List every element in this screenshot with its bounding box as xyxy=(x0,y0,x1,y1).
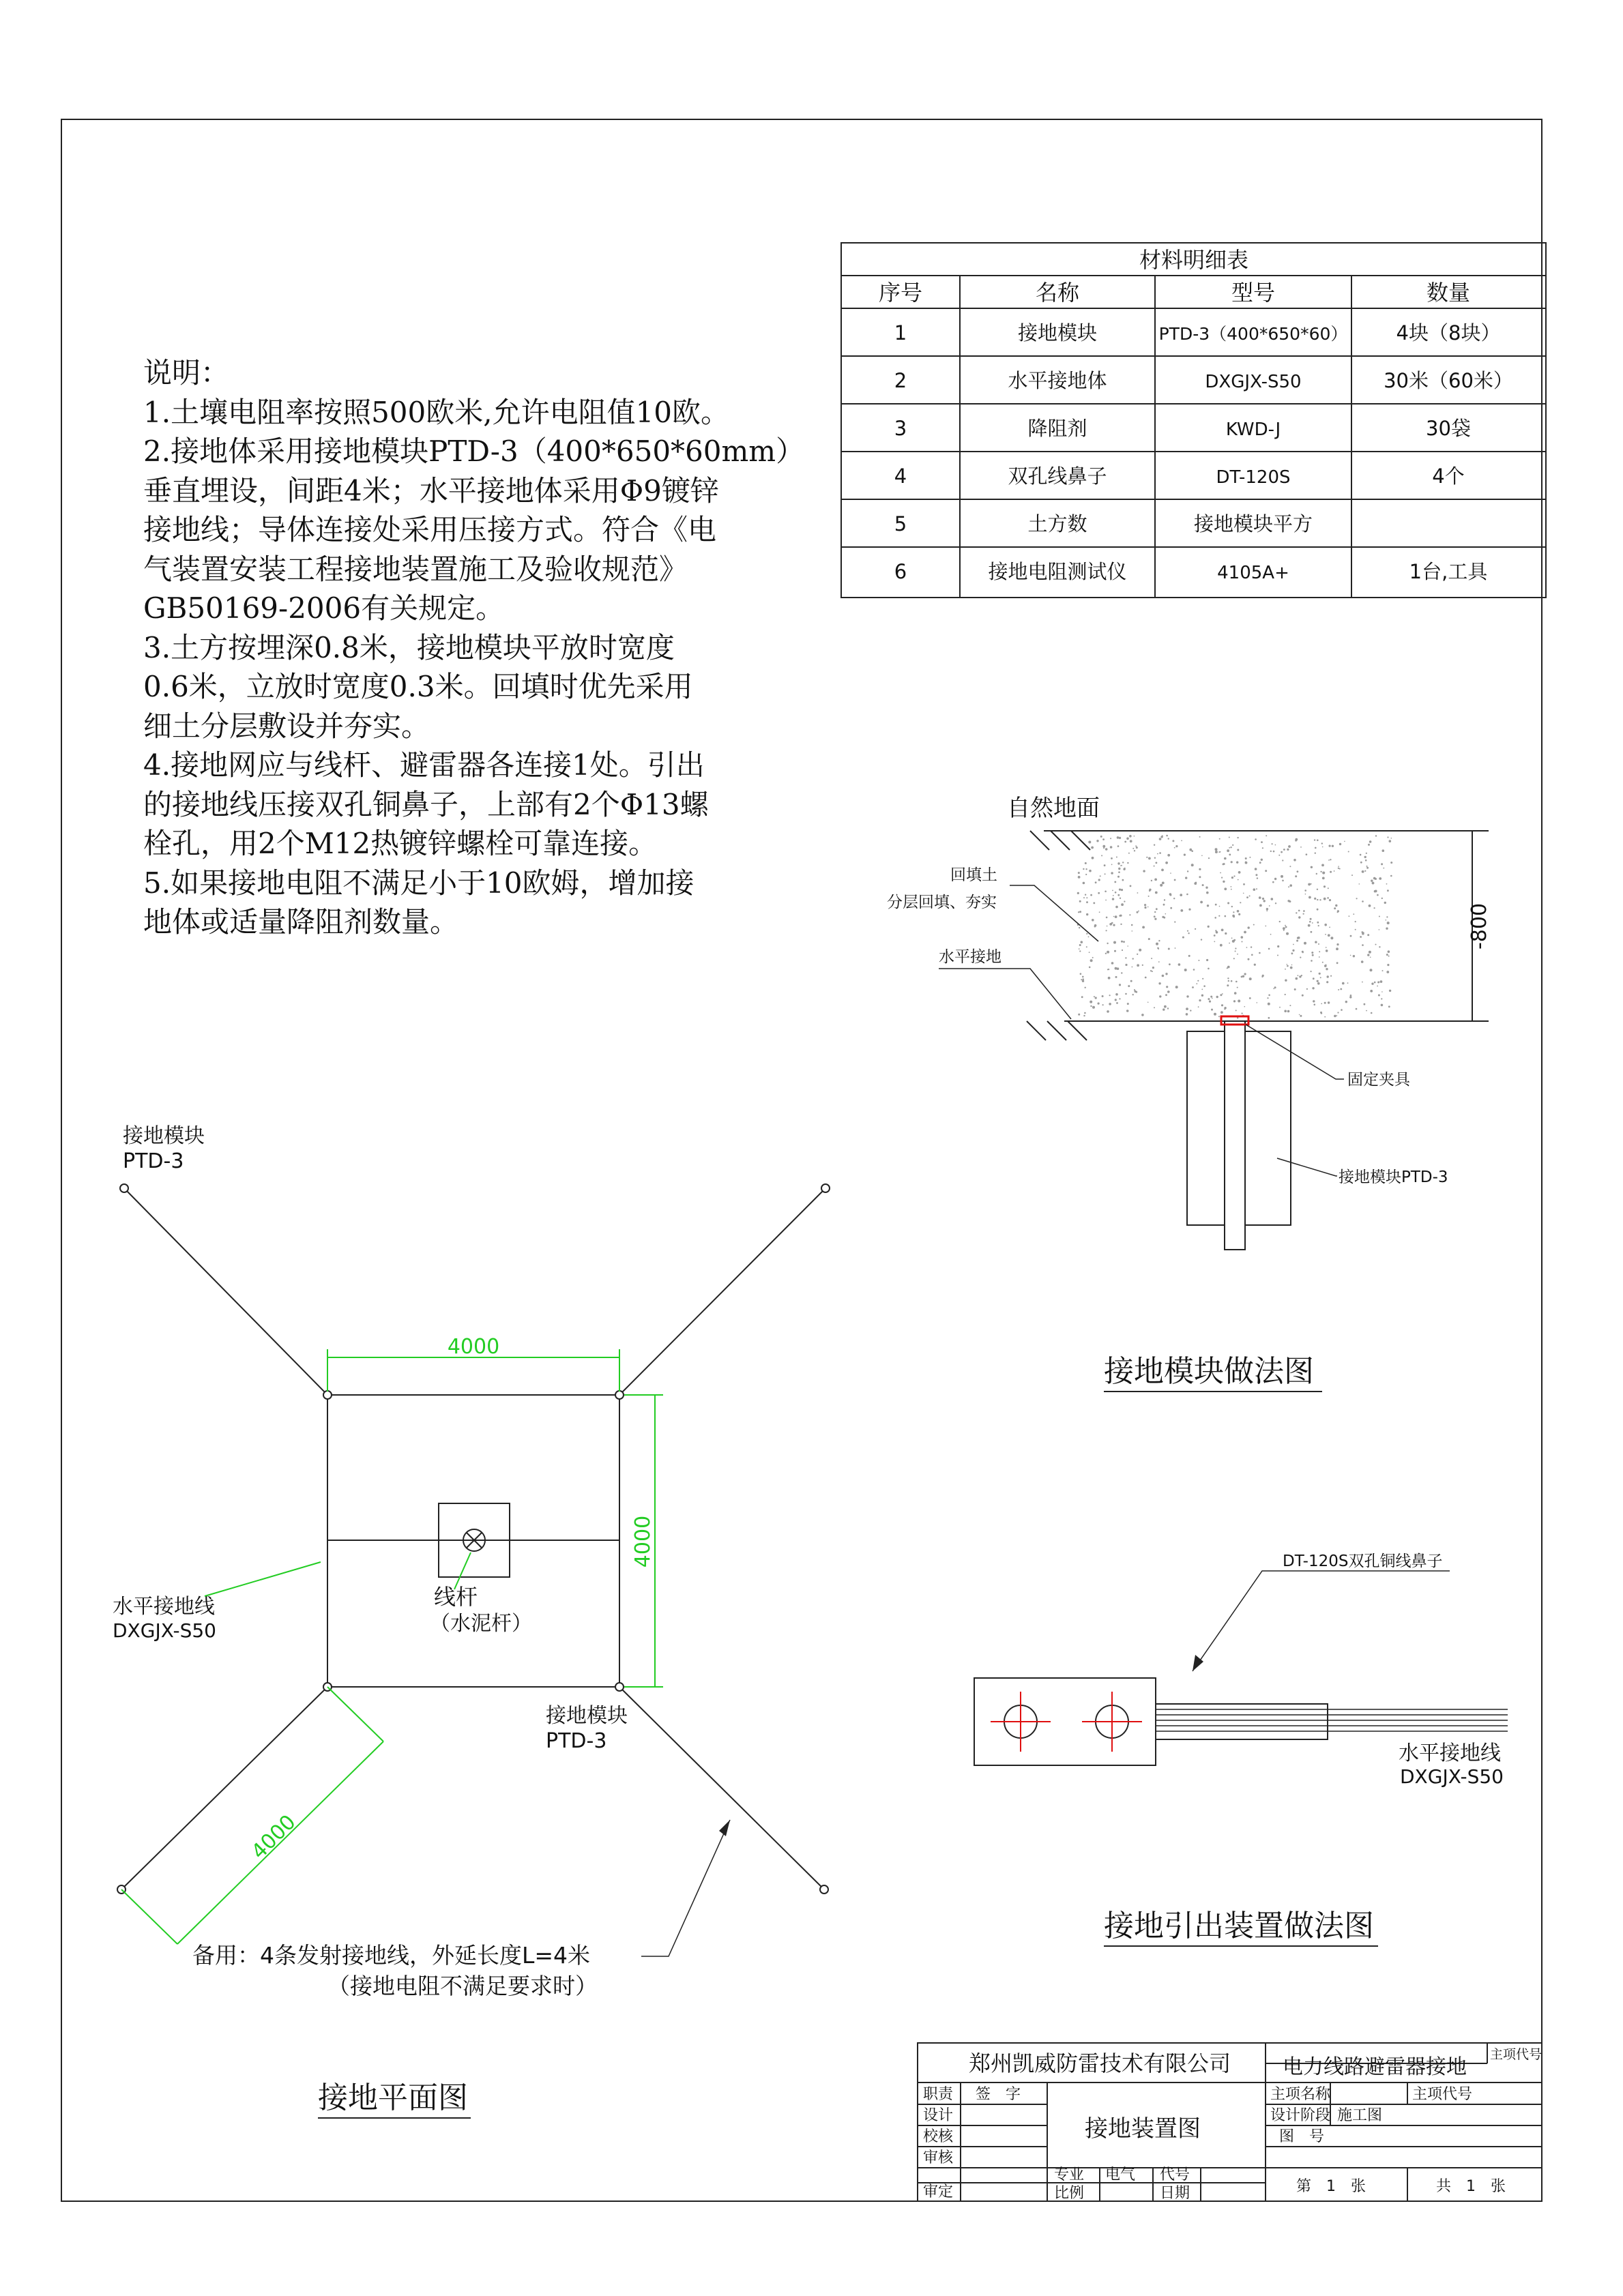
backfill-label: 回填土 xyxy=(950,866,997,884)
module-br-code: PTD-3 xyxy=(546,1729,607,1753)
horizontal-ground-label: 水平接地 xyxy=(939,948,1001,966)
horizontal-ground-leader xyxy=(939,969,1071,1019)
module-top-label: 接地模块 xyxy=(123,1124,205,1148)
table-cell: 接地模块 xyxy=(1017,321,1098,344)
table-cell: 4个 xyxy=(1432,465,1465,488)
table-cell: 降阻剂 xyxy=(1027,417,1087,440)
clamp-label: 固定夹具 xyxy=(1347,1071,1410,1089)
dimension-diagonal: 4000 xyxy=(246,1810,301,1864)
dimension-right: 4000 xyxy=(631,1515,655,1568)
depth-dimension-value: -800 xyxy=(1467,902,1491,950)
spare-wire-note: 备用：4条发射接地线，外延长度L=4米 xyxy=(192,1942,591,1969)
table-cell: 4 xyxy=(894,465,907,488)
clamp-leader xyxy=(1246,1025,1344,1079)
module-label: 接地模块PTD-3 xyxy=(1339,1168,1448,1186)
design-stage-value: 施工图 xyxy=(1337,2107,1383,2124)
module-section-view xyxy=(887,795,1491,1392)
table-cell: 30袋 xyxy=(1426,417,1471,440)
specialty-label: 专业 xyxy=(1054,2166,1085,2183)
lug-wire-label: 水平接地线 xyxy=(1399,1741,1501,1765)
section-caption: 接地模块做法图 xyxy=(1104,1354,1314,1389)
note-line: 的接地线压接双孔铜鼻子，上部有2个Φ13螺 xyxy=(143,787,709,821)
pole-label: 线杆 xyxy=(434,1584,478,1610)
note-line: 3.土方按埋深0.8米，接地模块平放时宽度 xyxy=(143,630,675,664)
table-cell: KWD-J xyxy=(1225,420,1281,440)
table-cell: 接地电阻测试仪 xyxy=(988,560,1127,583)
note-line: 气装置安装工程接地装置施工及验收规范》 xyxy=(143,552,688,586)
plan-dimensions xyxy=(121,1349,663,1944)
backfill-leader xyxy=(1010,885,1098,941)
table-cell: 5 xyxy=(894,512,907,535)
table-cell: 土方数 xyxy=(1027,512,1087,535)
notes-title: 说明： xyxy=(143,356,230,389)
project-name: 电力线路避雷器接地 xyxy=(1283,2055,1467,2079)
table-cell: DXGJX-S50 xyxy=(1205,372,1302,392)
note-line: 5.如果接地电阻不满足小于10欧姆，增加接 xyxy=(143,866,694,900)
table-cell: DT-120S xyxy=(1216,467,1291,488)
lug-leader xyxy=(1193,1571,1450,1671)
spare-wire-note-sub: （接地电阻不满足要求时） xyxy=(327,1973,598,1999)
sheet-total: 共 1 张 xyxy=(1436,2178,1506,2195)
note-line: 4.接地网应与线杆、避雷器各连接1处。引出 xyxy=(143,748,705,782)
lug-wire-model: DXGJX-S50 xyxy=(1400,1765,1504,1788)
table-cell: 接地模块平方 xyxy=(1193,512,1313,535)
note-line: 地体或适量降阻剂数量。 xyxy=(143,905,459,939)
note-line: 接地线；导体连接处采用压接方式。符合《电 xyxy=(143,513,717,546)
plan-caption: 接地平面图 xyxy=(318,2080,468,2115)
hwire-label: 水平接地线 xyxy=(113,1595,215,1619)
module-top-code: PTD-3 xyxy=(123,1149,184,1173)
sheet-number: 第 1 张 xyxy=(1296,2178,1366,2195)
note-line: 1.土壤电阻率按照500欧米,允许电阻值10欧。 xyxy=(143,395,730,429)
table-cell: 4105A+ xyxy=(1217,563,1289,583)
table-cell: 4块（8块） xyxy=(1396,321,1501,344)
table-cell: 1台,工具 xyxy=(1409,560,1488,583)
note-line: 垂直埋设，间距4米；水平接地体采用Φ9镀锌 xyxy=(143,473,719,507)
backfill-soil xyxy=(1077,835,1393,1019)
table-cell: 1 xyxy=(894,321,907,344)
table-header: 型号 xyxy=(1231,280,1276,306)
dimension-top: 4000 xyxy=(447,1335,500,1359)
materials-title: 材料明细表 xyxy=(1139,247,1249,273)
item-code-label: 主项代号 xyxy=(1412,2086,1473,2103)
table-cell: 双孔线鼻子 xyxy=(1008,465,1107,488)
design-notes xyxy=(143,353,825,942)
table-cell: 30米（60米） xyxy=(1384,369,1513,392)
table-cell: PTD-3（400*650*60） xyxy=(1158,324,1348,344)
note-line: 2.接地体采用接地模块PTD-3（400*650*60mm） xyxy=(143,435,805,468)
approve-label: 审定 xyxy=(923,2183,954,2201)
note-line: 栓孔，用2个M12热镀锌螺栓可靠连接。 xyxy=(143,827,658,860)
specialty-value: 电气 xyxy=(1105,2166,1136,2183)
date-label: 日期 xyxy=(1160,2185,1190,2202)
module-leader xyxy=(1277,1158,1337,1176)
grounding-plan-view xyxy=(113,1124,830,2118)
table-header: 名称 xyxy=(1035,280,1080,306)
table-cell: 2 xyxy=(894,369,907,392)
drawing-name: 接地装置图 xyxy=(1085,2115,1201,2143)
scale-label: 比例 xyxy=(1054,2185,1085,2202)
hwire-model: DXGJX-S50 xyxy=(113,1619,216,1642)
design-stage-label: 设计阶段 xyxy=(1270,2107,1331,2124)
company-name: 郑州凯威防雷技术有限公司 xyxy=(969,2050,1231,2076)
table-header: 数量 xyxy=(1426,280,1471,306)
table-header: 序号 xyxy=(878,280,923,306)
lug-caption: 接地引出装置做法图 xyxy=(1104,1909,1374,1943)
module-br-label: 接地模块 xyxy=(546,1704,628,1728)
item-name-label: 主项名称 xyxy=(1270,2086,1331,2103)
ground-wire-strands xyxy=(1156,1709,1508,1731)
note-line: 0.6米，立放时宽度0.3米。回填时优先采用 xyxy=(143,670,693,703)
table-cell: 3 xyxy=(894,417,907,440)
lug-detail-view xyxy=(974,1552,1508,1946)
backfill-sub-label: 分层回填、夯实 xyxy=(887,894,997,911)
check-label: 校核 xyxy=(923,2128,954,2145)
sign-title: 签 字 xyxy=(976,2086,1021,2103)
drawing-no-label: 图 号 xyxy=(1279,2128,1325,2145)
module-rod xyxy=(1225,1021,1245,1250)
review-label: 审核 xyxy=(923,2149,954,2166)
code-label: 代号 xyxy=(1160,2166,1190,2183)
spare-wire-arrow xyxy=(719,1820,730,1836)
hwire-leader xyxy=(205,1562,321,1596)
table-cell: 6 xyxy=(894,560,907,583)
bolt-hole-centerlines xyxy=(991,1692,1142,1752)
ground-hatch xyxy=(1027,831,1090,1040)
lug-top-label: DT-120S双孔铜线鼻子 xyxy=(1283,1552,1443,1570)
note-line: 细土分层敷设并夯实。 xyxy=(143,709,430,743)
pole-sub-label: （水泥杆） xyxy=(430,1612,532,1636)
table-cell: 水平接地体 xyxy=(1008,369,1107,392)
design-label: 设计 xyxy=(923,2107,954,2124)
role-title: 职责 xyxy=(923,2086,954,2103)
spare-wire-leader xyxy=(641,1820,730,1956)
natural-ground-label: 自然地面 xyxy=(1007,795,1100,822)
note-line: GB50169-2006有关规定。 xyxy=(143,591,505,625)
main-code-label: 主项代号 xyxy=(1490,2047,1542,2062)
